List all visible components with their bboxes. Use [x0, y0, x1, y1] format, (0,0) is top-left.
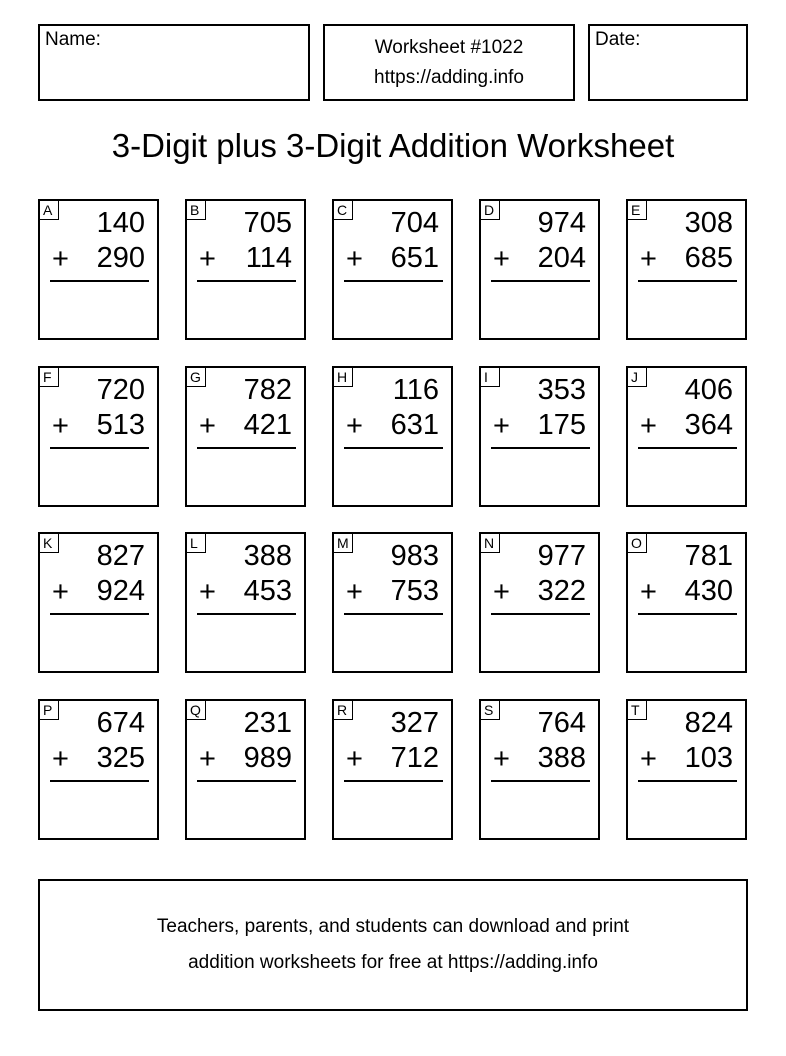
- problem-letter: M: [333, 533, 353, 553]
- addend-bottom: 290: [96, 242, 145, 274]
- problem-letter: L: [186, 533, 206, 553]
- worksheet-number: Worksheet #1022: [374, 37, 524, 58]
- addend-bottom: 989: [243, 742, 292, 774]
- sum-line: [491, 280, 590, 282]
- plus-sign: +: [52, 743, 69, 775]
- plus-sign: +: [346, 743, 363, 775]
- sum-line: [50, 280, 149, 282]
- addend-top: 327: [390, 707, 439, 739]
- plus-sign: +: [493, 243, 510, 275]
- problem-card[interactable]: [185, 366, 306, 507]
- plus-sign: +: [52, 576, 69, 608]
- date-label: Date:: [595, 29, 641, 50]
- addend-bottom: 103: [684, 742, 733, 774]
- addend-top: 974: [537, 207, 586, 239]
- addend-top: 704: [390, 207, 439, 239]
- problem-letter: O: [627, 533, 647, 553]
- addend-top: 308: [684, 207, 733, 239]
- addend-bottom: 651: [390, 242, 439, 274]
- problem-letter: A: [39, 200, 59, 220]
- sum-line: [50, 613, 149, 615]
- date-field[interactable]: [588, 24, 748, 101]
- addend-top: 116: [392, 374, 439, 406]
- page-title: 3-Digit plus 3-Digit Addition Worksheet: [111, 127, 675, 164]
- addend-top: 406: [684, 374, 733, 406]
- addend-top: 720: [96, 374, 145, 406]
- problem-letter: P: [39, 700, 59, 720]
- addend-bottom: 204: [537, 242, 586, 274]
- addend-bottom: 388: [537, 742, 586, 774]
- plus-sign: +: [640, 243, 657, 275]
- plus-sign: +: [640, 743, 657, 775]
- addend-top: 353: [537, 374, 586, 406]
- problem-card[interactable]: [38, 366, 159, 507]
- plus-sign: +: [493, 576, 510, 608]
- sum-line: [344, 613, 443, 615]
- problem-letter: C: [333, 200, 353, 220]
- addend-bottom: 685: [684, 242, 733, 274]
- plus-sign: +: [199, 410, 216, 442]
- problem-letter: R: [333, 700, 353, 720]
- sum-line: [197, 613, 296, 615]
- problem-card[interactable]: [38, 199, 159, 340]
- sum-line: [491, 613, 590, 615]
- sum-line: [197, 780, 296, 782]
- addend-bottom: 753: [390, 575, 439, 607]
- plus-sign: +: [52, 243, 69, 275]
- worksheet-info-box: [323, 24, 575, 101]
- addend-top: 827: [96, 540, 145, 572]
- addend-top: 782: [243, 374, 292, 406]
- addend-bottom: 631: [390, 409, 439, 441]
- problem-letter: F: [39, 367, 59, 387]
- problem-card[interactable]: [626, 699, 747, 840]
- plus-sign: +: [640, 576, 657, 608]
- plus-sign: +: [493, 743, 510, 775]
- addend-top: 764: [537, 707, 586, 739]
- addend-bottom: 364: [684, 409, 733, 441]
- problem-letter: J: [627, 367, 647, 387]
- name-label: Name:: [45, 29, 101, 50]
- addend-bottom: 325: [96, 742, 145, 774]
- problem-card[interactable]: [185, 699, 306, 840]
- addend-bottom: 712: [390, 742, 439, 774]
- sum-line: [638, 280, 737, 282]
- problem-card[interactable]: [626, 366, 747, 507]
- addend-top: 781: [684, 540, 733, 572]
- problem-card[interactable]: [185, 532, 306, 673]
- sum-line: [638, 780, 737, 782]
- plus-sign: +: [640, 410, 657, 442]
- addend-top: 977: [537, 540, 586, 572]
- problem-card[interactable]: [626, 199, 747, 340]
- addend-top: 140: [96, 207, 145, 239]
- problem-card[interactable]: [479, 532, 600, 673]
- sum-line: [197, 280, 296, 282]
- sum-line: [491, 780, 590, 782]
- problem-letter: K: [39, 533, 59, 553]
- footer-box: [38, 879, 748, 1011]
- problem-card[interactable]: [38, 699, 159, 840]
- sum-line: [638, 447, 737, 449]
- problem-letter: H: [333, 367, 353, 387]
- problem-letter: N: [480, 533, 500, 553]
- footer-line-2: addition worksheets for free at https://adding.info: [188, 952, 598, 973]
- plus-sign: +: [199, 743, 216, 775]
- sum-line: [197, 447, 296, 449]
- sum-line: [344, 447, 443, 449]
- problem-letter: Q: [186, 700, 206, 720]
- plus-sign: +: [346, 576, 363, 608]
- sum-line: [638, 613, 737, 615]
- worksheet-url: https://adding.info: [374, 67, 524, 88]
- addend-bottom: 421: [243, 409, 292, 441]
- sum-line: [491, 447, 590, 449]
- addend-top: 674: [96, 707, 145, 739]
- addend-bottom: 430: [684, 575, 733, 607]
- problem-letter: I: [480, 367, 500, 387]
- addend-top: 705: [243, 207, 292, 239]
- addend-bottom: 453: [243, 575, 292, 607]
- problem-card[interactable]: [332, 532, 453, 673]
- problem-letter: T: [627, 700, 647, 720]
- problem-card[interactable]: [38, 532, 159, 673]
- addend-top: 983: [390, 540, 439, 572]
- problem-card[interactable]: [185, 199, 306, 340]
- footer-line-1: Teachers, parents, and students can download and print: [156, 916, 630, 937]
- plus-sign: +: [493, 410, 510, 442]
- sum-line: [50, 780, 149, 782]
- addend-bottom: 513: [96, 409, 145, 441]
- problem-letter: B: [186, 200, 206, 220]
- plus-sign: +: [52, 410, 69, 442]
- problem-letter: D: [480, 200, 500, 220]
- sum-line: [50, 447, 149, 449]
- addend-bottom: 175: [537, 409, 586, 441]
- addend-bottom: 322: [537, 575, 586, 607]
- problem-card[interactable]: [479, 199, 600, 340]
- problem-card[interactable]: [479, 366, 600, 507]
- addend-bottom: 924: [96, 575, 145, 607]
- addend-top: 388: [243, 540, 292, 572]
- problem-letter: G: [186, 367, 206, 387]
- addend-bottom: 114: [245, 242, 292, 274]
- problem-card[interactable]: [332, 366, 453, 507]
- sum-line: [344, 280, 443, 282]
- problem-card[interactable]: [332, 699, 453, 840]
- problem-card[interactable]: [626, 532, 747, 673]
- addend-top: 824: [684, 707, 733, 739]
- problem-card[interactable]: [479, 699, 600, 840]
- plus-sign: +: [346, 410, 363, 442]
- plus-sign: +: [199, 576, 216, 608]
- plus-sign: +: [199, 243, 216, 275]
- problem-letter: E: [627, 200, 647, 220]
- plus-sign: +: [346, 243, 363, 275]
- problem-letter: S: [480, 700, 500, 720]
- name-field[interactable]: [38, 24, 310, 101]
- problem-card[interactable]: [332, 199, 453, 340]
- sum-line: [344, 780, 443, 782]
- addend-top: 231: [243, 707, 292, 739]
